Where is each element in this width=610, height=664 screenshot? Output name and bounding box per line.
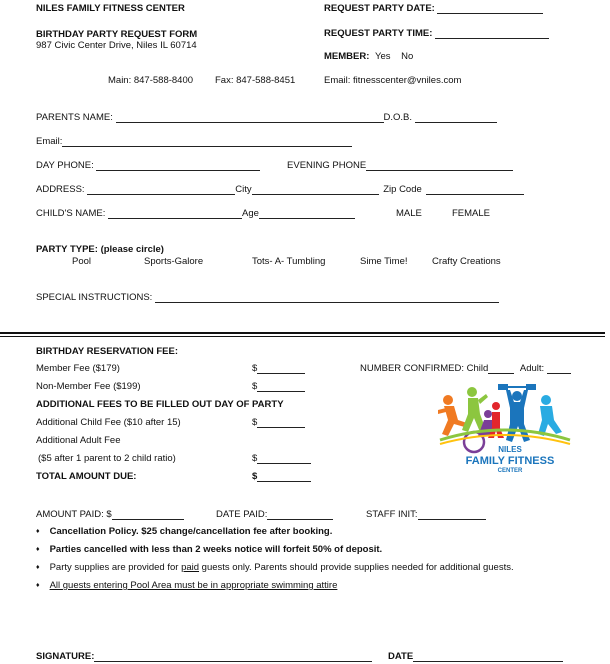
parents-name-row (36, 112, 497, 123)
section-divider-thin (0, 336, 605, 337)
form-title: BIRTHDAY PARTY REQUEST FORM (36, 29, 198, 40)
non-member-fee-input[interactable] (257, 381, 305, 392)
special-instructions-row (36, 292, 499, 303)
additional-child-fee-label: Additional Child Fee ($10 after 15) (36, 417, 181, 428)
org-name: NILES FAMILY FITNESS CENTER (36, 3, 185, 14)
dob-input[interactable] (415, 112, 497, 123)
city-input[interactable] (252, 184, 379, 195)
total-amount-input[interactable] (257, 471, 311, 482)
policy-pool-attire (36, 580, 337, 591)
policy-cancellation (36, 526, 332, 537)
member-fee-label: Member Fee ($179) (36, 363, 120, 374)
request-date-label: REQUEST PARTY DATE: (324, 3, 435, 14)
policy-forfeit-text: Parties cancelled with less than 2 weeks notice will forfeit 50% of deposit. (49, 544, 383, 555)
age-input[interactable] (259, 208, 355, 219)
policy-cancellation-text: Cancellation Policy. $25 change/cancellation fee after booking. (49, 526, 333, 537)
email-row (36, 136, 352, 147)
zip-input[interactable] (426, 184, 524, 195)
reservation-fee-heading: BIRTHDAY RESERVATION FEE: (36, 346, 178, 357)
logo-text-center: CENTER (497, 468, 523, 474)
signature-date-field (388, 651, 563, 662)
city-label: City (235, 184, 252, 195)
address-input[interactable] (87, 184, 235, 195)
address-row (36, 184, 524, 195)
policy-supplies (36, 562, 514, 573)
male-option[interactable]: MALE (396, 208, 422, 219)
date-paid-label: DATE PAID: (216, 509, 268, 520)
party-type-sports-galore[interactable]: Sports-Galore (144, 256, 204, 267)
request-date-input[interactable] (437, 3, 543, 14)
non-member-fee-field (252, 381, 305, 392)
number-confirmed-label: NUMBER CONFIRMED: Child (360, 363, 489, 374)
request-time-input[interactable] (435, 28, 549, 39)
child-name-row (36, 208, 355, 219)
dollar-sign: $ (252, 363, 258, 374)
diamond-bullet-icon: ♦ (36, 528, 40, 535)
logo-figures-icon (438, 384, 570, 452)
special-instructions-input[interactable] (155, 292, 499, 303)
parents-name-label: PARENTS NAME: (36, 112, 113, 123)
section-divider (0, 332, 605, 334)
party-type-crafty-creations[interactable]: Crafty Creations (432, 256, 501, 267)
adult-count-input[interactable] (547, 363, 571, 374)
dollar-sign: $ (252, 381, 258, 392)
child-count-input[interactable] (488, 363, 514, 374)
policy-supplies-paid: paid (181, 562, 200, 573)
additional-fees-heading: ADDITIONAL FEES TO BE FILLED OUT DAY OF PARTY (36, 399, 284, 410)
party-type-tots-a-tumbling[interactable]: Tots- A- Tumbling (252, 256, 326, 267)
logo-text-family-fitness: FAMILY FITNESS (465, 455, 555, 467)
diamond-bullet-icon: ♦ (36, 546, 40, 553)
date-paid-field (216, 509, 333, 520)
org-address: 987 Civic Center Drive, Niles IL 60714 (36, 40, 197, 51)
member-label: MEMBER: (324, 51, 370, 62)
signature-field (36, 651, 372, 662)
non-member-fee-label: Non-Member Fee ($199) (36, 381, 141, 392)
phone-row (36, 160, 513, 171)
email-label: Email: (36, 136, 63, 147)
amount-paid-field (36, 509, 184, 520)
age-label: Age (242, 208, 259, 219)
logo-text-niles: NILES (498, 445, 522, 454)
additional-child-fee-input[interactable] (257, 417, 305, 428)
policy-pool-attire-text: All guests entering Pool Area must be in appropriate swimming attire (49, 580, 338, 591)
dob-label: D.O.B. (383, 112, 413, 123)
member-yes-option[interactable]: Yes (375, 51, 391, 62)
request-time-label: REQUEST PARTY TIME: (324, 28, 433, 39)
party-type-pool[interactable]: Pool (72, 256, 92, 267)
additional-adult-fee-label: Additional Adult Fee (36, 435, 121, 446)
signature-date-label: DATE (388, 651, 414, 662)
day-phone-label: DAY PHONE: (36, 160, 94, 171)
diamond-bullet-icon: ♦ (36, 564, 40, 571)
request-time-field (324, 28, 549, 39)
amount-paid-input[interactable] (112, 509, 184, 520)
staff-init-label: STAFF INIT: (366, 509, 418, 520)
special-instructions-label: SPECIAL INSTRUCTIONS: (36, 292, 153, 303)
staff-init-input[interactable] (418, 509, 486, 520)
date-paid-input[interactable] (267, 509, 333, 520)
party-type-sime-time[interactable]: Sime Time! (360, 256, 408, 267)
policy-supplies-post: guests only. Parents should provide supplies needed for additional guests. (199, 562, 514, 573)
dollar-sign: $ (252, 453, 258, 464)
policy-forfeit (36, 544, 382, 555)
parents-name-input[interactable] (116, 112, 384, 123)
policy-supplies-pre: Party supplies are provided for (49, 562, 182, 573)
signature-date-input[interactable] (413, 651, 563, 662)
number-confirmed-row (360, 363, 571, 374)
evening-phone-label: EVENING PHONE (287, 160, 367, 171)
dollar-sign: $ (252, 471, 258, 482)
member-fee-field (252, 363, 305, 374)
member-fee-input[interactable] (257, 363, 305, 374)
party-type-label: PARTY TYPE: (please circle) (36, 244, 164, 255)
child-name-input[interactable] (108, 208, 242, 219)
additional-child-fee-field (252, 417, 305, 428)
address-label: ADDRESS: (36, 184, 85, 195)
adult-ratio-note: ($5 after 1 parent to 2 child ratio) (38, 453, 176, 464)
child-name-label: CHILD'S NAME: (36, 208, 106, 219)
adult-count-label: Adult: (519, 363, 545, 374)
additional-adult-fee-field (252, 453, 311, 464)
female-option[interactable]: FEMALE (452, 208, 491, 219)
evening-phone-input[interactable] (366, 160, 513, 171)
main-phone: Main: 847-588-8400 (108, 75, 194, 86)
amount-paid-label: AMOUNT PAID: $ (36, 509, 112, 520)
signature-input[interactable] (94, 651, 372, 662)
total-amount-field (252, 471, 311, 482)
diamond-bullet-icon: ♦ (36, 582, 40, 589)
member-field (324, 51, 413, 62)
dollar-sign: $ (252, 417, 258, 428)
request-date-field (324, 3, 543, 14)
staff-init-field (366, 509, 486, 520)
zip-label: Zip Code (383, 184, 422, 195)
signature-label: SIGNATURE: (36, 651, 95, 662)
day-phone-input[interactable] (96, 160, 260, 171)
niles-family-fitness-logo (434, 380, 574, 480)
fax-number: Fax: 847-588-8451 (215, 75, 296, 86)
total-amount-label: TOTAL AMOUNT DUE: (36, 471, 137, 482)
contact-email: Email: fitnesscenter@vniles.com (324, 75, 462, 86)
additional-adult-fee-input[interactable] (257, 453, 311, 464)
member-no-option[interactable]: No (401, 51, 414, 62)
email-input[interactable] (62, 136, 352, 147)
